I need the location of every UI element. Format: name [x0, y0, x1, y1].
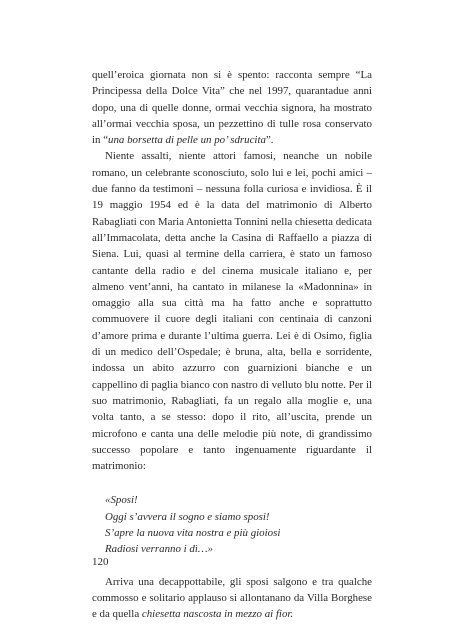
paragraph-3-italic-end: chiesetta nascosta in mezzo ai fior.: [141, 608, 294, 621]
paragraph-2: Niente assalti, niente attori famosi, neanche un nobile romano, un celebrante sconosciuto, solo lui e lei, pochi amici – due fanno da testimoni – nessuna folla curiosa e invidiosa. È il 19 maggio 1954 ed è la data del matrimonio di Alberto Rabagliati con Maria Antonietta Tonnini nella chiesetta dedicata all’Immacolata, detta anche la Casina di Raffaello a piazza di Siena. Lui, quasi al termine della carriera, è stato un famoso cantante della radio e del cinema musicale italiano e, per almeno vent’anni, ha cantato in milanese la «Madonnina» in omaggio alla sua città ma ha fatto anche e soprattutto commuovere il cuore degli italiani con centinaia di canzoni d’amore prima e durante l’ultima guerra. Lei è di Osimo, figlia di un medico dell’Ospedale; è bruna, alta, bella e sorridente, indossa un abito azzurro con guarnizioni bianche e un cappellino di paglia bianco con nastro di velluto blu notte. Per il suo matrimonio, Rabagliati, fa un regalo alla moglie e, una volta tanto, a se stesso: dopo il rito, all’uscita, prende un microfono e canta una delle melodie più note, di grandissimo successo popolare e tanto ingenuamente riguardante il matrimonio:: [92, 150, 372, 473]
page-number: 120: [92, 556, 109, 568]
lyric-line: Oggi s’avvera il sogno e siamo sposi!: [105, 510, 270, 523]
paragraph-1-end: ”.: [265, 134, 274, 147]
paragraph-3-text: Arriva una decappottabile, gli sposi salgono e tra qualche commosso e solitario applauso si allontanano da Villa Borghese e da quella: [92, 575, 372, 621]
lyric-line: S’apre la nuova vita nostra e più gioiosi: [105, 527, 281, 540]
paragraph-1-italic-quote: una borsetta di pelle un po’ sdrucita: [108, 134, 266, 147]
paragraph-1-text: quell’eroica giornata non si è spento: racconta sempre “La Principessa della Dolce Vita” che nel 1997, quarantadue anni dopo, una di quelle donne, ormai vecchia signora, ha mostrato all’ormai vecchia sposa, un pezzettino di tulle rosa conservato in “: [92, 69, 372, 147]
paragraph-3: [92, 574, 372, 623]
song-lyrics: [105, 492, 372, 557]
lyric-line: «Sposi!: [105, 494, 138, 507]
body-text: [92, 67, 372, 623]
lyric-line: Radiosi verranno i dì…»: [105, 543, 213, 556]
paragraph-1: [92, 67, 372, 148]
